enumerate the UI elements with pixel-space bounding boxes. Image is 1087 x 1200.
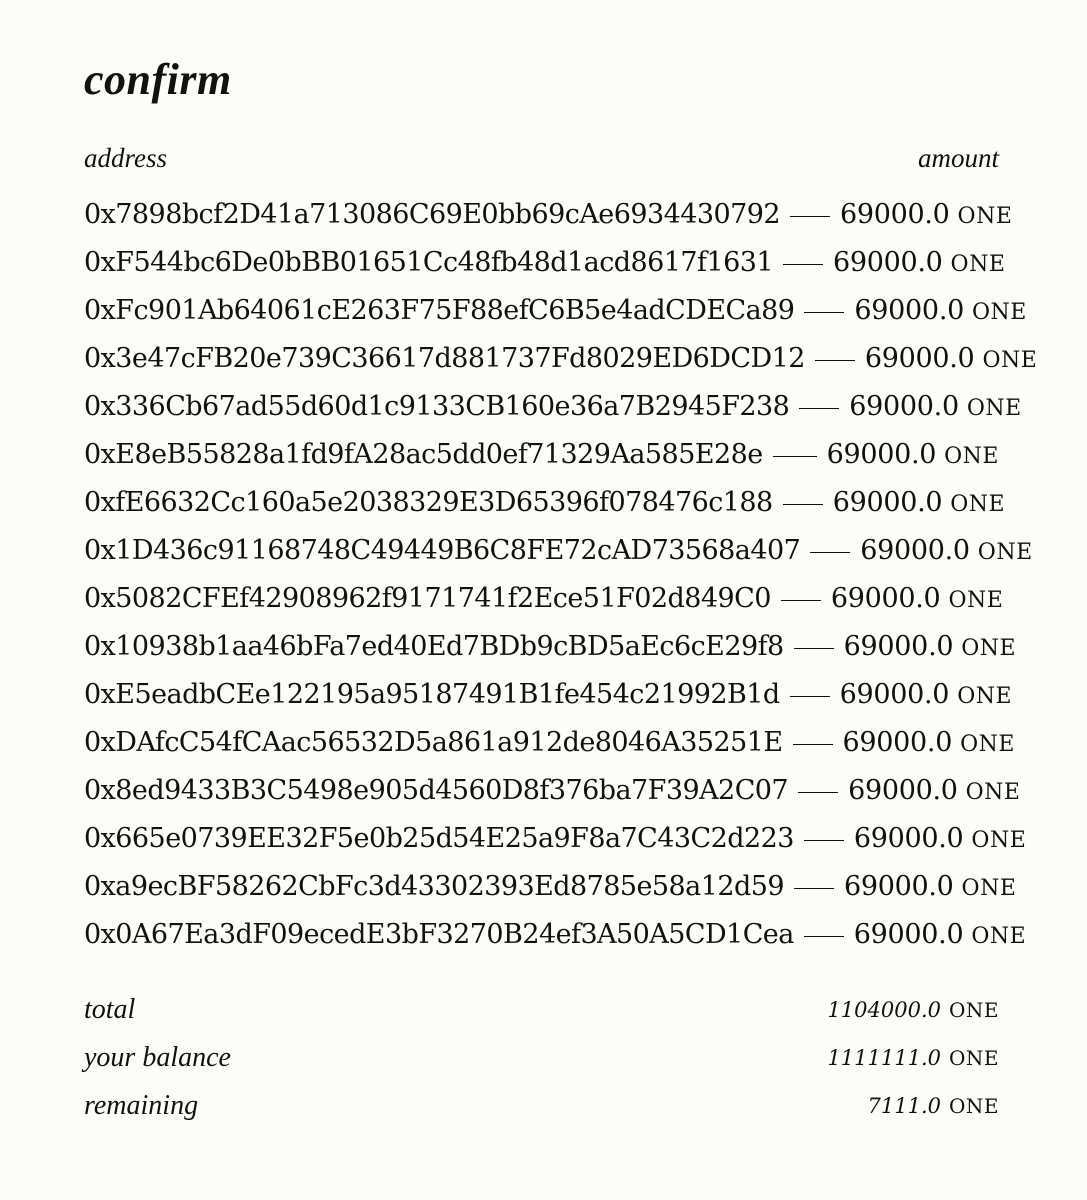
- recipient-amount: [833, 247, 1005, 278]
- recipient-address: 0xDAfcC54fCAac56532D5a861a912de8046A35251E: [84, 726, 783, 758]
- leader-line: [804, 840, 844, 841]
- recipient-address: 0xfE6632Cc160a5e2038329E3D65396f078476c188: [84, 486, 773, 518]
- table-header: [84, 142, 999, 174]
- recipient-address: 0x1D436c91168748C49449B6C8FE72cAD73568a407: [84, 534, 801, 566]
- recipient-address: 0xE8eB55828a1fd9fA28ac5dd0ef71329Aa585E28e: [84, 438, 763, 470]
- leader-line: [793, 744, 833, 745]
- unit-label: ONE: [950, 491, 1006, 517]
- recipient-amount: [827, 439, 999, 470]
- recipient-address: 0x8ed9433B3C5498e905d4560D8f376ba7F39A2C07: [84, 774, 789, 806]
- recipient-address: 0xFc901Ab64061cE263F75F88efC6B5e4adCDECa89: [84, 294, 795, 326]
- amount-value: 69000.0: [853, 822, 964, 854]
- list-item: [84, 766, 1021, 814]
- list-item: [84, 382, 1022, 430]
- leader-line: [783, 504, 823, 505]
- unit-label: ONE: [957, 203, 1013, 229]
- amount-value: 69000.0: [842, 726, 953, 758]
- leader-line: [783, 264, 823, 265]
- unit-label: ONE: [948, 587, 1004, 613]
- amount-value: 69000.0: [848, 774, 958, 806]
- amount-column-header: amount: [918, 143, 999, 173]
- unit-label: ONE: [949, 998, 999, 1022]
- unit-label: ONE: [971, 299, 1027, 325]
- leader-line: [790, 216, 830, 217]
- recipient-address: 0x0A67Ea3dF09ecedE3bF3270B24ef3A50A5CD1Cea: [84, 918, 794, 950]
- leader-line: [810, 552, 850, 553]
- list-item: [84, 910, 1027, 958]
- recipient-amount: [854, 919, 1026, 950]
- recipient-amount: [843, 727, 1015, 758]
- amount-value: 69000.0: [839, 678, 950, 710]
- unit-label: ONE: [966, 395, 1022, 421]
- list-item: [84, 670, 1013, 718]
- amount-value: 69000.0: [854, 294, 964, 326]
- amount-value: 69000.0: [826, 438, 937, 470]
- unit-label: ONE: [961, 635, 1017, 661]
- unit-label: ONE: [960, 731, 1015, 757]
- summary: [84, 986, 999, 1130]
- list-item: [84, 334, 1038, 382]
- amount-value: 69000.0: [830, 582, 941, 614]
- amount-value: 69000.0: [843, 870, 954, 902]
- recipient-address: 0x5082CFEf42908962f9171741f2Ece51F02d849C0: [84, 582, 771, 614]
- leader-line: [781, 600, 821, 601]
- amount-value: 69000.0: [860, 534, 970, 566]
- unit-label: ONE: [971, 827, 1027, 853]
- amount-value: 69000.0: [843, 630, 954, 662]
- balance-row: [84, 1034, 999, 1082]
- amount-value: 69000.0: [832, 246, 943, 278]
- remaining-label: remaining: [84, 1090, 199, 1121]
- remaining-value: [868, 1094, 999, 1118]
- leader-line: [773, 456, 817, 457]
- unit-label: ONE: [965, 779, 1021, 805]
- recipient-amount: [848, 775, 1020, 806]
- list-item: [84, 574, 1004, 622]
- amount-value: 69000.0: [853, 918, 964, 950]
- amount-value: 69000.0: [832, 486, 943, 518]
- leader-line: [798, 792, 838, 793]
- list-item: [84, 718, 1015, 766]
- leader-line: [804, 312, 844, 313]
- leader-line: [794, 888, 834, 889]
- recipient-address: 0x336Cb67ad55d60d1c9133CB160e36a7B2945F238: [84, 390, 790, 422]
- remaining-row: [84, 1082, 999, 1130]
- recipient-amount: [844, 871, 1016, 902]
- list-item: [84, 814, 1027, 862]
- leader-line: [794, 648, 834, 649]
- recipient-address: 0xa9ecBF58262CbFc3d43302393Ed8785e58a12d59: [84, 870, 784, 902]
- unit-label: ONE: [961, 875, 1017, 901]
- recipient-amount: [844, 631, 1016, 662]
- balance-label: your balance: [84, 1042, 231, 1073]
- unit-label: ONE: [950, 251, 1006, 277]
- total-row: [84, 986, 999, 1034]
- recipient-amount: [849, 391, 1021, 422]
- unit-label: ONE: [982, 347, 1038, 373]
- recipient-list: [84, 190, 1038, 958]
- balance-amount: 1111111.0: [827, 1046, 941, 1070]
- recipient-address: 0x665e0739EE32F5e0b25d54E25a9F8a7C43C2d223: [84, 822, 794, 854]
- total-label: total: [84, 994, 136, 1025]
- total-amount: 1104000.0: [827, 998, 941, 1022]
- recipient-address: 0x10938b1aa46bFa7ed40Ed7BDb9cBD5aEc6cE29f8: [84, 630, 784, 662]
- list-item: [84, 862, 1017, 910]
- amount-value: 69000.0: [864, 342, 975, 374]
- list-item: [84, 190, 1013, 238]
- list-item: [84, 430, 999, 478]
- address-column-header: address: [84, 143, 168, 173]
- recipient-amount: [840, 679, 1012, 710]
- recipient-address: 0xE5eadbCEe122195a95187491B1fe454c21992B1d: [84, 678, 780, 710]
- recipient-amount: [833, 487, 1005, 518]
- list-item: [84, 286, 1027, 334]
- unit-label: ONE: [957, 683, 1013, 709]
- recipient-amount: [840, 199, 1012, 230]
- recipient-amount: [860, 535, 1032, 566]
- unit-label: ONE: [977, 539, 1033, 565]
- recipient-amount: [854, 295, 1026, 326]
- list-item: [84, 478, 1006, 526]
- unit-label: ONE: [971, 923, 1027, 949]
- confirm-page: [84, 50, 1038, 1130]
- remaining-amount: 7111.0: [867, 1094, 941, 1118]
- amount-value: 69000.0: [849, 390, 959, 422]
- leader-line: [790, 696, 830, 697]
- unit-label: ONE: [944, 443, 999, 469]
- list-item: [84, 526, 1033, 574]
- amount-value: 69000.0: [839, 198, 950, 230]
- total-value: [827, 998, 999, 1022]
- leader-line: [799, 408, 839, 409]
- recipient-address: 0x7898bcf2D41a713086C69E0bb69cAe6934430792: [84, 198, 780, 230]
- recipient-amount: [854, 823, 1026, 854]
- unit-label: ONE: [949, 1046, 999, 1070]
- recipient-address: 0xF544bc6De0bBB01651Cc48fb48d1acd8617f1631: [84, 246, 773, 278]
- leader-line: [804, 936, 844, 937]
- list-item: [84, 238, 1006, 286]
- leader-line: [815, 360, 855, 361]
- list-item: [84, 622, 1017, 670]
- recipient-amount: [865, 343, 1037, 374]
- unit-label: ONE: [949, 1094, 999, 1118]
- recipient-amount: [831, 583, 1003, 614]
- balance-value: [827, 1046, 999, 1070]
- page-title: confirm: [84, 55, 232, 104]
- recipient-address: 0x3e47cFB20e739C36617d881737Fd8029ED6DCD12: [84, 342, 805, 374]
